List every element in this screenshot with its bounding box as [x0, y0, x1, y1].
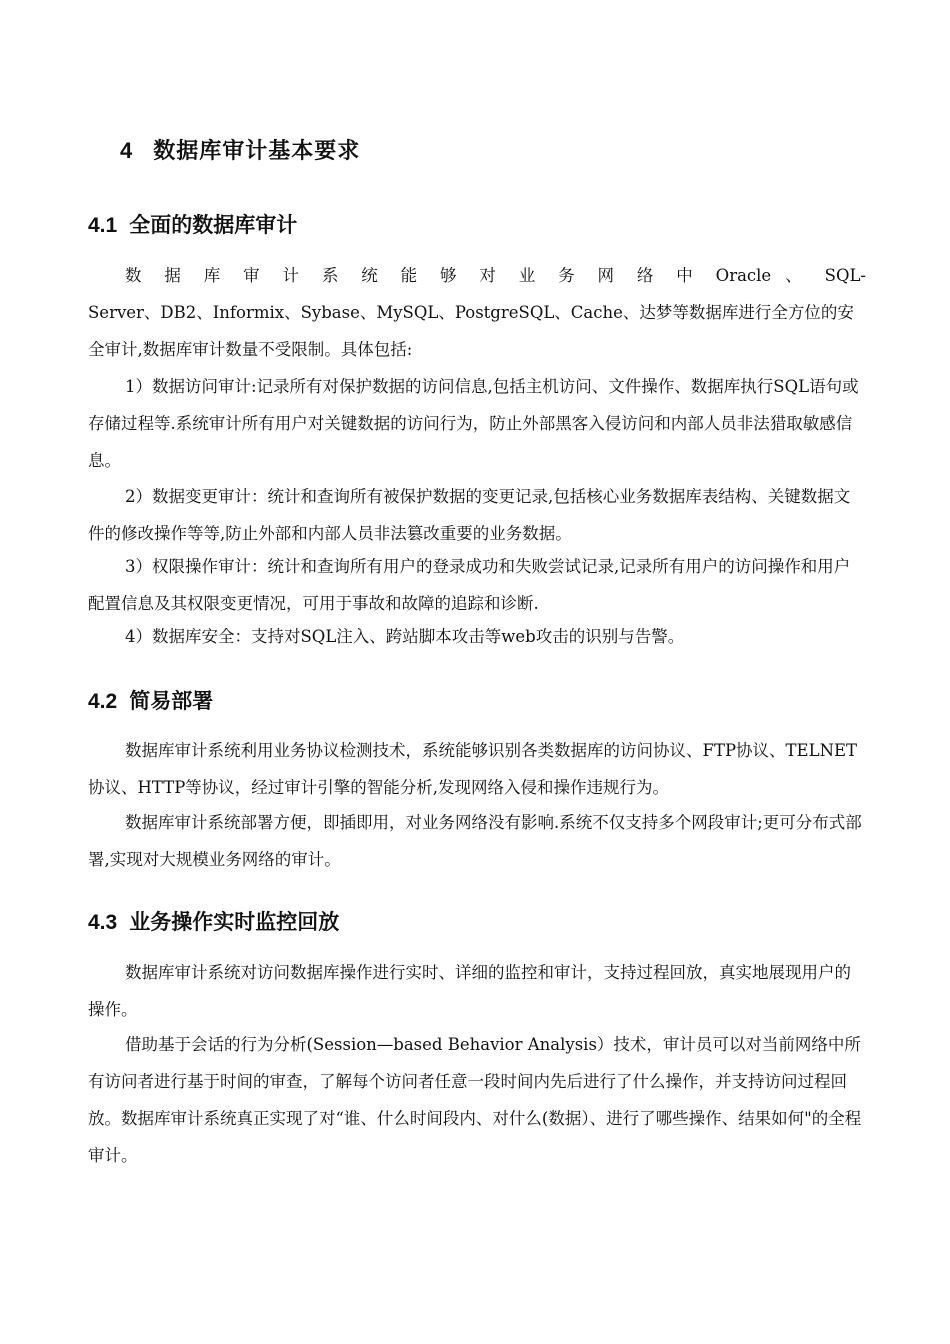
section-number: 4.1	[88, 214, 118, 237]
section-title: 数据库审计基本要求	[153, 138, 361, 163]
s43-paragraph-2: 借助基于会话的行为分析(Session—based Behavior Analysis）技术，审计员可以对当前网络中所有访问者进行基于时间的审查，了解每个访问者任意一段时间内先后进行了什么操作，并支持访问过程回放。数据库审计系统真正实现了对“谁、什么时间段内、对什么(数据）、进行了哪些操作、结果如何"的全程审计。	[88, 1035, 862, 1165]
s43-paragraph-1: 数据库审计系统对访问数据库操作进行实时、详细的监控和审计，支持过程回放，真实地展现用户的操作。	[88, 963, 851, 1019]
section-4-3-heading	[88, 906, 339, 936]
section-number: 4	[120, 138, 134, 163]
s41-item-4: 4）数据库安全：支持对SQL注入、跨站脚本攻击等web攻击的识别与告警。	[125, 627, 685, 646]
section-title: 简易部署	[129, 690, 214, 713]
s41-intro-line1	[88, 257, 866, 294]
s42-paragraph-2: 数据库审计系统部署方便，即插即用，对业务网络没有影响.系统不仅支持多个网段审计;更可分布式部署,实现对大规模业务网络的审计。	[88, 813, 862, 869]
section-4-2-heading	[88, 685, 213, 715]
section-title: 业务操作实时监控回放	[129, 911, 340, 934]
s41-item-2: 2）数据变更审计：统计和查询所有被保护数据的变更记录,包括核心业务数据库表结构、关键数据文件的修改操作等等,防止外部和内部人员非法篡改重要的业务数据。	[88, 487, 851, 543]
s41-intro-rest: Server、DB2、Informix、Sybase、MySQL、PostgreSQL、Cache、达梦等数据库进行全方位的安全审计,数据库审计数量不受限制。具体包括:	[88, 303, 854, 359]
s41-intro-line1-text: 数 据 库 审 计 系 统 能 够 对 业 务 网 络 中 Oracle 、 SQL-	[125, 266, 866, 285]
s42-paragraph-1: 数据库审计系统利用业务协议检测技术，系统能够识别各类数据库的访问协议、FTP协议、TELNET协议、HTTP等协议，经过审计引擎的智能分析,发现网络入侵和操作违规行为。	[88, 741, 858, 797]
section-number: 4.3	[88, 911, 118, 934]
s41-item-1: 1）数据访问审计:记录所有对保护数据的访问信息,包括主机访问、文件操作、数据库执行SQL语句或存储过程等.系统审计所有用户对关键数据的访问行为，防止外部黑客入侵访问和内部人员非法猎取敏感信息。	[88, 377, 859, 470]
section-4-1-heading	[88, 209, 297, 239]
section-4-heading	[120, 134, 360, 165]
section-title: 全面的数据库审计	[129, 214, 298, 237]
section-number: 4.2	[88, 690, 118, 713]
s41-item-3: 3）权限操作审计：统计和查询所有用户的登录成功和失败尝试记录,记录所有用户的访问操作和用户配置信息及其权限变更情况，可用于事故和故障的追踪和诊断.	[88, 557, 851, 613]
